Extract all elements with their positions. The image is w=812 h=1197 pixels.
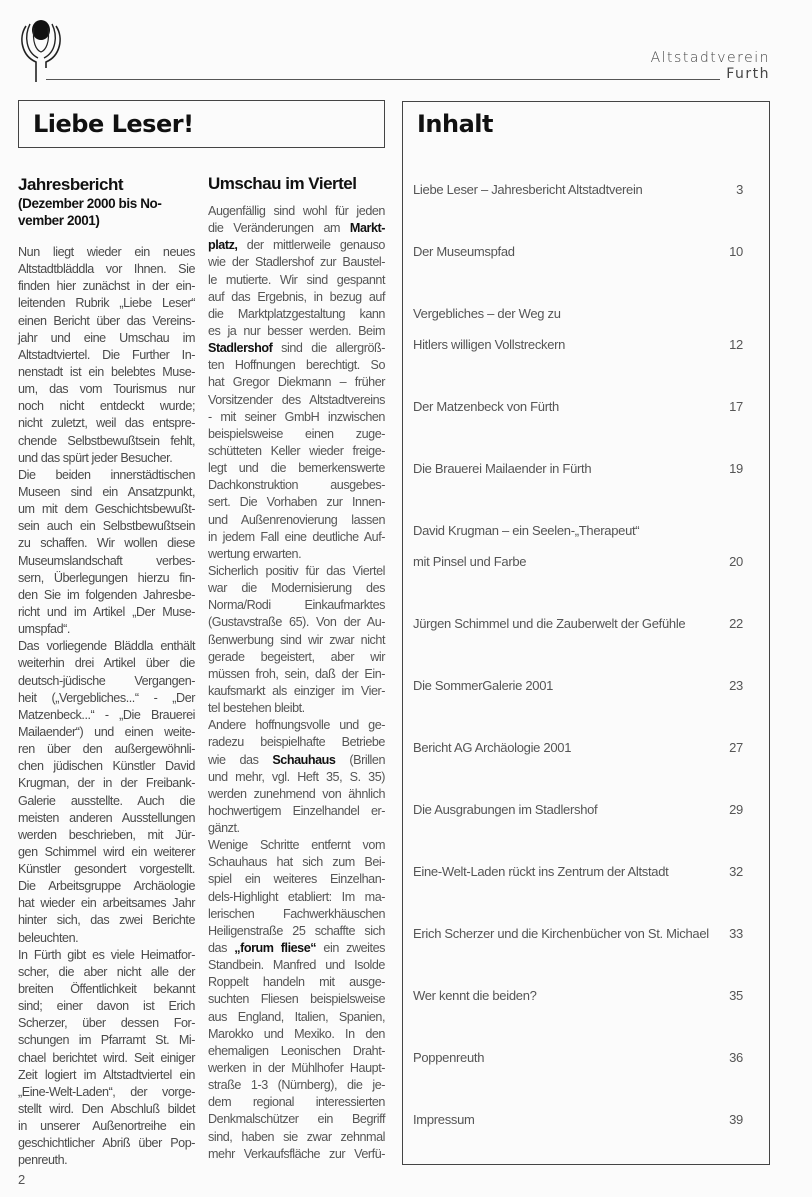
- text: scher, die aber nicht alle der: [18, 964, 195, 979]
- text-line: [208, 546, 385, 563]
- text-line: [208, 666, 385, 683]
- text-line: [208, 1146, 385, 1163]
- text-line: [208, 769, 385, 786]
- text: Wenige Schritte entfernt vom: [208, 838, 385, 853]
- text-line: [208, 392, 385, 409]
- text-line: [208, 991, 385, 1008]
- text: Krugman, der in der Freibank-: [18, 776, 195, 791]
- toc-entry[interactable]: [413, 864, 743, 879]
- text-line: [208, 220, 385, 237]
- text: chen jüdischen Künstler David: [18, 759, 195, 774]
- text: dels-Highlight etabliert: Im ma-: [208, 889, 385, 904]
- toc-entry-title: Die SommerGalerie 2001: [413, 678, 554, 693]
- text-line: [208, 683, 385, 700]
- toc-entry-title: Der Museumspfad: [413, 244, 515, 259]
- text-line: [18, 878, 195, 895]
- text-line: [18, 741, 195, 758]
- text: ten Hoffnungen berechtigt. So: [208, 358, 385, 373]
- toc-entry[interactable]: [413, 1112, 743, 1127]
- text: Augenfällig sind wohl für jeden: [208, 204, 385, 218]
- page-number: 2: [18, 1172, 26, 1187]
- article-subtitle-1: (Dezember 2000 bis No-: [18, 196, 162, 211]
- text: Scherzer, über dessen For-: [18, 1016, 195, 1031]
- text: Altstadtbläddla vor Ihnen. Sie: [18, 262, 195, 277]
- text: es ja nur besser werden. Beim: [208, 323, 385, 338]
- text: sind; einer davon ist Erich: [18, 999, 195, 1014]
- text-line: [208, 563, 385, 580]
- toc-entry[interactable]: [413, 616, 743, 631]
- toc-entry-page: 20: [729, 554, 743, 569]
- text-line: [18, 1067, 195, 1084]
- text: deutsch-jüdische Vergangen-: [18, 673, 195, 688]
- text: zu schaffen. Wir wollen diese: [18, 536, 195, 551]
- bold-text: platz,: [208, 238, 238, 253]
- text-line: [208, 1026, 385, 1043]
- text: straße 1-3 (Nürnberg), die je-: [208, 1078, 385, 1093]
- text-line: [18, 673, 195, 690]
- umschau-body: [208, 203, 385, 1163]
- toc-entry-page: 32: [729, 864, 743, 879]
- text-line: [208, 820, 385, 837]
- text: auf das Ergebnis, in bezug auf: [208, 289, 385, 304]
- toc-entry[interactable]: [413, 1050, 743, 1065]
- text: beispielsweise einen zuge-: [208, 426, 385, 441]
- text: ehemaligen Leonischen Draht-: [208, 1043, 385, 1058]
- text: gen Schimmel wird ein weiterer: [18, 844, 195, 859]
- text: wie der Stadlershof zur Baustel-: [208, 255, 385, 270]
- text-line: [18, 398, 195, 415]
- text: um, das vom Tourismus nur: [18, 382, 195, 397]
- toc-entry-title: Der Matzenbeck von Fürth: [413, 399, 559, 414]
- bold-text: „forum fliese“: [234, 941, 317, 956]
- text: Heiligenstraße 25 schaffte sich: [208, 923, 385, 938]
- text: Matzenbeck...“ - „Die Brauerei: [18, 707, 195, 722]
- text: Zeit logiert im Altstadtviertel ein: [18, 1067, 195, 1082]
- text: in unserer Außenortreihe ein: [18, 1119, 195, 1134]
- text: und das spürt jeder Besucher.: [18, 450, 173, 465]
- text-line: [18, 775, 195, 792]
- text: gänzt.: [208, 821, 240, 836]
- toc-entry-title: David Krugman – ein Seelen-„Therapeut“: [413, 523, 640, 538]
- text: Norma/Rodi Einkaufmarktes: [208, 598, 385, 613]
- text: leitenden Rubrik „Liebe Leser“: [18, 296, 195, 311]
- text-line: [18, 981, 195, 998]
- text: einen Bericht über das Vereins-: [18, 313, 195, 328]
- text: jahr und eine Umschau im: [18, 330, 195, 345]
- text: hat Gregor Diekmann – früher: [208, 375, 385, 390]
- header-rule: [46, 79, 720, 80]
- text: sein auch ein Selbstbewußtsein: [18, 519, 195, 534]
- text: lerischen Fachwerkhäuschen: [208, 906, 385, 921]
- toc-entry[interactable]: [413, 678, 743, 693]
- text-line: [18, 844, 195, 861]
- text-line: [18, 621, 195, 638]
- text: sind die allergröß-: [272, 341, 385, 356]
- bold-text: Markt-: [349, 221, 385, 236]
- text-line: [18, 415, 195, 432]
- text-line: [208, 409, 385, 426]
- text-line: [208, 237, 385, 254]
- text-line: [18, 947, 195, 964]
- toc-entry-title: Die Brauerei Mailaender in Fürth: [413, 461, 592, 476]
- text-line: [208, 923, 385, 940]
- text: „Eine-Welt-Laden“, der vorge-: [18, 1084, 195, 1099]
- text-line: [18, 912, 195, 929]
- text: Nun liegt wieder ein neues: [18, 245, 195, 259]
- text-line: [208, 580, 385, 597]
- text: radezu beispielhafte Betriebe: [208, 735, 385, 750]
- text: (Gustavstraße 65). Von der Au-: [208, 615, 385, 630]
- altstadtverein-logo: [16, 18, 66, 84]
- text-line: [18, 1084, 195, 1101]
- toc-entry-page: 36: [729, 1050, 743, 1065]
- text: schütteten Keller wieder freige-: [208, 443, 385, 458]
- text: Museen sind ein Ansatzpunkt,: [18, 484, 195, 499]
- text: ren über den außergewöhnli-: [18, 742, 195, 757]
- bold-text: Stadlershof: [208, 341, 273, 356]
- toc-entry[interactable]: [413, 182, 743, 197]
- text-line: [18, 1152, 195, 1169]
- toc-entry[interactable]: [413, 337, 743, 352]
- toc-entry-title: Impressum: [413, 1112, 475, 1127]
- toc-entry-page: 27: [729, 740, 743, 755]
- text: Die beiden innerstädtischen: [18, 467, 195, 482]
- text-line: [208, 734, 385, 751]
- jahresbericht-body: [18, 244, 195, 1170]
- text-line: [18, 895, 195, 912]
- text: Galerie ausstellte. Auch die: [18, 793, 195, 808]
- text-line: [18, 278, 195, 295]
- text-line: [18, 964, 195, 981]
- text-line: [208, 889, 385, 906]
- text-line: [18, 1101, 195, 1118]
- text-line: [208, 597, 385, 614]
- text: - mit seiner GmbH inzwischen: [208, 409, 385, 424]
- toc-entry-page: 35: [729, 988, 743, 1003]
- text: Denkmalschützer ein Begriff: [208, 1112, 385, 1127]
- text: richt und im Artikel „Der Muse-: [18, 604, 195, 619]
- text: aus England, Italien, Spanien,: [208, 1009, 385, 1024]
- text: werken in der Mühlhofer Haupt-: [208, 1061, 385, 1076]
- text: Marokko und Mexiko. In den: [208, 1026, 385, 1041]
- text: hinter sich, das zwei Berichte: [18, 913, 195, 928]
- toc-entry[interactable]: [413, 399, 743, 414]
- text: schungen im Pfarramt St. Mi-: [18, 1033, 195, 1048]
- text-line: [18, 313, 195, 330]
- text: noch nicht entdeckt wurde;: [18, 399, 195, 414]
- toc-entry[interactable]: [413, 926, 743, 941]
- text: der mittlerweile genauso: [237, 238, 385, 253]
- text: le mutierte. Wir sind gespannt: [208, 272, 385, 287]
- toc-entry-page: 10: [729, 244, 743, 259]
- text-line: [208, 752, 385, 769]
- org-city: Furth: [726, 66, 770, 82]
- text-line: [208, 460, 385, 477]
- text-line: [18, 707, 195, 724]
- text: Mailaender“) und einen weite-: [18, 724, 195, 739]
- toc-entry[interactable]: [413, 988, 743, 1003]
- text: Standbein. Manfred und Isolde: [208, 958, 385, 973]
- text: hochwertigem Einzelhandel er-: [208, 803, 385, 818]
- text-line: [18, 861, 195, 878]
- text: Sicherlich positiv für das Viertel: [208, 563, 385, 578]
- text-line: [208, 974, 385, 991]
- toc-entry-title: Hitlers willigen Vollstreckern: [413, 337, 566, 352]
- toc-entry-page: 39: [729, 1112, 743, 1127]
- text-line: [208, 1043, 385, 1060]
- text-line: [208, 717, 385, 734]
- text-line: [208, 1094, 385, 1111]
- text-line: [208, 254, 385, 271]
- text: Andere hoffnungsvolle und ge-: [208, 718, 385, 733]
- text: Vorsitzender des Altstadtvereins: [208, 392, 385, 407]
- text: finden hier zunächst in der ein-: [18, 279, 195, 294]
- text: sind, haben sie zwar zehnmal: [208, 1129, 385, 1144]
- text: In Fürth gibt es viele Heimatfor-: [18, 947, 195, 962]
- text: sert. Die Vorhaben zur Innen-: [208, 495, 385, 510]
- text-line: [18, 433, 195, 450]
- toc-entry[interactable]: [413, 740, 743, 755]
- text-line: [208, 340, 385, 357]
- article-subtitle-2: vember 2001): [18, 213, 100, 228]
- text: sern, Überlegungen hierzu fin-: [18, 570, 195, 585]
- toc-entry[interactable]: [413, 523, 743, 538]
- text: (Brillen: [335, 752, 385, 767]
- text-line: [18, 604, 195, 621]
- text-line: [18, 1050, 195, 1067]
- text-line: [18, 381, 195, 398]
- section-title-box: [18, 100, 385, 148]
- text-line: [208, 1077, 385, 1094]
- toc-entry-page: 23: [729, 678, 743, 693]
- text-line: [18, 244, 195, 261]
- text: Die Arbeitsgruppe Archäologie: [18, 879, 195, 894]
- text-line: [208, 443, 385, 460]
- toc-entry[interactable]: [413, 306, 743, 321]
- text: Altstadtviertel. Die Further In-: [18, 347, 195, 362]
- text-line: [208, 854, 385, 871]
- toc-entry-title: Bericht AG Archäologie 2001: [413, 740, 572, 755]
- text-line: [208, 1129, 385, 1146]
- text: Roppelt handeln mit ausge-: [208, 975, 385, 990]
- text-line: [208, 1060, 385, 1077]
- text: und mehr, vgl. Heft 35, S. 35): [208, 769, 385, 784]
- text-line: [18, 810, 195, 827]
- toc-entry[interactable]: [413, 461, 743, 476]
- text-line: [18, 587, 195, 604]
- text: suchten Fliesen beispielsweise: [208, 992, 385, 1007]
- text: spiel ein weiteres Einzelhan-: [208, 872, 385, 887]
- toc-entry-title: Eine-Welt-Laden rückt ins Zentrum der Altstadt: [413, 864, 669, 879]
- text: Künstler gesondert vorgestellt.: [18, 862, 195, 877]
- text-line: [208, 940, 385, 957]
- toc-entry-page: 33: [729, 926, 743, 941]
- toc-entry[interactable]: [413, 802, 743, 817]
- text: Schauhaus hat sich zum Bei-: [208, 855, 385, 870]
- toc-entry-title: Jürgen Schimmel und die Zauberwelt der Gefühle: [413, 616, 686, 631]
- text-line: [18, 347, 195, 364]
- text: werden beschrieben, mit Jür-: [18, 827, 195, 842]
- toc-entry-page: 3: [736, 182, 743, 197]
- text-line: [208, 632, 385, 649]
- text: ßenwerbung sind wir zwar nicht: [208, 632, 385, 647]
- text: nenstadt ist ein belebtes Muse-: [18, 364, 195, 379]
- text: heit („Vergebliches...“ - „Der: [18, 690, 195, 705]
- text-line: [208, 871, 385, 888]
- text: geschichtlicher Abriß über Pop-: [18, 1136, 195, 1151]
- text-line: [18, 295, 195, 312]
- text-line: [208, 426, 385, 443]
- text: chael berichtet wird. Seit einiger: [18, 1050, 195, 1065]
- text-line: [18, 484, 195, 501]
- text-line: [208, 203, 385, 220]
- text-line: [18, 1118, 195, 1135]
- toc-entry-page: 12: [729, 337, 743, 352]
- text: und Außenrenovierung lassen: [208, 512, 385, 527]
- text: um mit dem Geschichtsbewußt-: [18, 502, 195, 517]
- text-line: [18, 364, 195, 381]
- text-line: [18, 758, 195, 775]
- text: gerade begeistert, aber wir: [208, 649, 385, 664]
- text-line: [18, 827, 195, 844]
- text-line: [208, 529, 385, 546]
- text-line: [18, 690, 195, 707]
- section-title: Liebe Leser!: [33, 110, 194, 138]
- umschau-heading: Umschau im Viertel: [208, 174, 357, 193]
- text: penreuth.: [18, 1153, 68, 1168]
- text-line: [208, 306, 385, 323]
- toc-title: Inhalt: [417, 110, 493, 138]
- text: ein zweites: [316, 941, 385, 956]
- text-line: [208, 289, 385, 306]
- toc-entry-title: Poppenreuth: [413, 1050, 485, 1065]
- table-of-contents: [402, 101, 770, 1165]
- text-line: [208, 477, 385, 494]
- text-line: [208, 614, 385, 631]
- toc-entry[interactable]: [413, 554, 743, 569]
- text-line: [18, 535, 195, 552]
- text: hat wieder ein arbeitsames Jahr: [18, 896, 195, 911]
- text-line: [18, 518, 195, 535]
- text-line: [18, 998, 195, 1015]
- text: tel bestehen bleibt.: [208, 701, 305, 716]
- text: kaufsmarkt als einziger im Vier-: [208, 683, 385, 698]
- text-line: [208, 786, 385, 803]
- text-line: [18, 261, 195, 278]
- text: breiten Öffentlichkeit bekannt: [18, 982, 195, 997]
- text: das: [208, 941, 235, 956]
- text: in jedem Fall eine deutliche Auf-: [208, 529, 385, 544]
- toc-entry-title: Wer kennt die beiden?: [413, 988, 537, 1003]
- text-line: [18, 467, 195, 484]
- text: weiterhin drei Artikel über die: [18, 656, 195, 671]
- text: werden zunehmend von ähnlich: [208, 786, 385, 801]
- text: nicht zuletzt, weil das entspre-: [18, 416, 195, 431]
- text: Dachkonstruktion ausgebes-: [208, 478, 385, 493]
- text-line: [18, 1032, 195, 1049]
- bold-text: Schauhaus: [272, 752, 336, 767]
- text-line: [208, 837, 385, 854]
- text-line: [18, 1135, 195, 1152]
- text-line: [208, 700, 385, 717]
- toc-entry-title: Erich Scherzer und die Kirchenbücher von St. Michael: [413, 926, 709, 941]
- text-line: [208, 494, 385, 511]
- text-line: [18, 638, 195, 655]
- toc-entry-page: 29: [729, 802, 743, 817]
- text: die Marktplatzgestaltung kann: [208, 306, 385, 321]
- toc-entry-title: Vergebliches – der Weg zu: [413, 306, 561, 321]
- text-line: [208, 1111, 385, 1128]
- toc-entry-title: Liebe Leser – Jahresbericht Altstadtverein: [413, 182, 643, 197]
- toc-entry[interactable]: [413, 244, 743, 259]
- text: die Veränderungen am: [208, 221, 350, 236]
- text-line: [208, 957, 385, 974]
- text-line: [208, 906, 385, 923]
- text: Museumslandschaft verbes-: [18, 553, 195, 568]
- text: mehr Verkaufsfläche zur Verfü-: [208, 1146, 385, 1161]
- text: beleuchten.: [18, 930, 79, 945]
- text: den Sie im folgenden Jahresbe-: [18, 587, 195, 602]
- toc-entry-title: Die Ausgrabungen im Stadlershof: [413, 802, 598, 817]
- text: legt und die bemerkenswerte: [208, 461, 385, 476]
- org-name: Altstadtverein: [650, 50, 770, 66]
- text: Das vorliegende Bläddla enthält: [18, 639, 195, 654]
- text-line: [18, 450, 195, 467]
- toc-entry-title: mit Pinsel und Farbe: [413, 554, 527, 569]
- text-line: [208, 357, 385, 374]
- article-title: Jahresbericht: [18, 175, 123, 194]
- text: umspfad“.: [18, 622, 70, 637]
- toc-entry-page: 22: [729, 616, 743, 631]
- text-line: [18, 724, 195, 741]
- text-line: [208, 1009, 385, 1026]
- text-line: [18, 655, 195, 672]
- text: müssen froh, sein, daß der Ein-: [208, 666, 385, 681]
- text-line: [18, 793, 195, 810]
- text-line: [18, 1015, 195, 1032]
- text-line: [208, 649, 385, 666]
- text: stellt wird. Den Abschluß bildet: [18, 1102, 195, 1117]
- text: wertung erwarten.: [208, 546, 302, 561]
- text-line: [18, 570, 195, 587]
- text: wie das: [208, 752, 273, 767]
- text-line: [208, 323, 385, 340]
- text: chende Selbstbewußtsein fehlt,: [18, 433, 195, 448]
- text-line: [18, 553, 195, 570]
- text: dem regional interessierten: [208, 1095, 385, 1110]
- text-line: [208, 374, 385, 391]
- jahresbericht-heading: [18, 175, 195, 229]
- text: war die Modernisierung des: [208, 581, 385, 596]
- text-line: [208, 803, 385, 820]
- text-line: [18, 501, 195, 518]
- toc-entry-page: 17: [729, 399, 743, 414]
- text: meisten anderen Ausstellungen: [18, 810, 195, 825]
- text-line: [208, 512, 385, 529]
- text-line: [18, 930, 195, 947]
- text-line: [208, 272, 385, 289]
- text-line: [18, 330, 195, 347]
- toc-entry-page: 19: [729, 461, 743, 476]
